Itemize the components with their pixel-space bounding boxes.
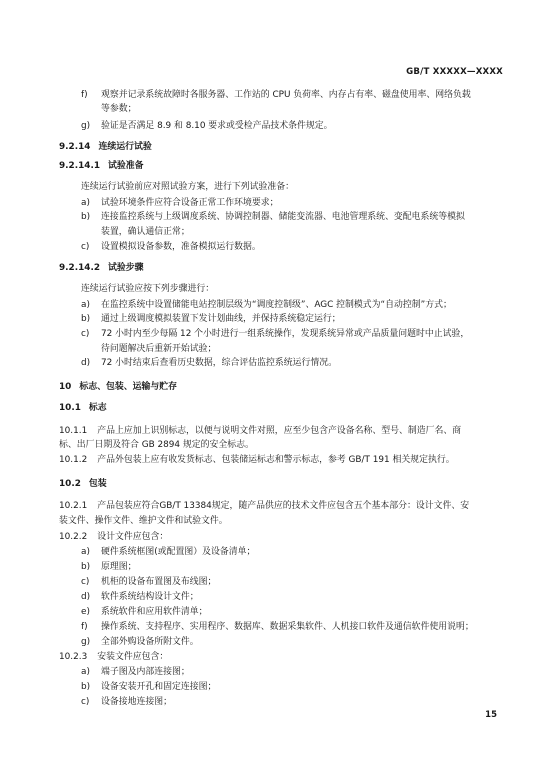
- paragraph: 连续运行试验应按下列步骤进行：: [81, 284, 215, 294]
- clause-text: 产品包装应符合GB/T 13384规定，随产品供应的技术文件应包含五个基本部分：设计文件、安: [97, 501, 470, 511]
- list-item-text: 设备安装开孔和固定连接图；: [101, 682, 217, 692]
- list-item-text: 连接监控系统与上级调度系统、协调控制器、储能变流器、电池管理系统、变配电系统等模拟: [101, 212, 465, 222]
- section-number: 9.2.14.1: [59, 161, 100, 171]
- section-heading: [59, 478, 107, 490]
- list-item-text: 试验环境条件应符合设备正常工作环境要求；: [101, 198, 279, 208]
- page-number: 15: [485, 710, 497, 720]
- list-item-text: 操作系统、支持程序、实用程序、数据库、数据采集软件、人机接口软件及通信软件使用说明；: [101, 622, 474, 632]
- list-item-label: f): [81, 90, 88, 100]
- list-item-label: a): [81, 198, 90, 208]
- list-item-text: 72 小时内至少每隔 12 个小时进行一组系统操作，发现系统异常或产品质量问题时中止试验，: [101, 329, 470, 339]
- clause-continuation: 标、出厂日期及符合 GB 2894 规定的安全标志。: [59, 440, 254, 450]
- list-item-text: 系统软件和应用软件清单；: [101, 607, 208, 617]
- paragraph: 连续运行试验前应对照试验方案，进行下列试验准备：: [81, 182, 294, 192]
- list-item-continuation: 等参数；: [101, 104, 137, 114]
- list-item-text: 机柜的设备布置图及布线图；: [101, 577, 217, 587]
- clause-number: 10.1.2: [59, 455, 88, 465]
- list-item-label: b): [81, 212, 91, 222]
- section-title: 标志: [88, 403, 107, 413]
- section-number: 10.2: [59, 479, 81, 489]
- numbered-clause: [59, 651, 168, 663]
- section-number: 10.1: [59, 403, 81, 413]
- list-item-text: 硬件系统框图(或配置图）及设备清单；: [101, 547, 256, 557]
- clause-text: 产品上应加上识别标志，以便与说明文件对照，应至少包含产设备名称、型号、制造厂名、商: [97, 426, 462, 436]
- numbered-clause: [59, 531, 168, 543]
- list-item-label: a): [81, 547, 90, 557]
- clause-continuation: 装文件、操作文件、维护文件和试验文件。: [59, 516, 228, 526]
- list-item-label: a): [81, 667, 90, 677]
- clause-number: 10.2.2: [59, 532, 88, 542]
- list-item-label: g): [81, 121, 91, 131]
- list-item-label: b): [81, 314, 91, 324]
- list-item-text: 通过上级调度模拟装置下发计划曲线，并保持系统稳定运行；: [101, 314, 341, 324]
- list-item-label: e): [81, 607, 90, 617]
- section-heading: [59, 160, 144, 172]
- list-item-continuation: 待问题解决后重新开始试验；: [101, 344, 217, 354]
- list-item-text: 72 小时结束后查看历史数据，综合评估监控系统运行情况。: [101, 358, 337, 368]
- section-number: 9.2.14: [59, 142, 91, 152]
- section-title: 连续运行试验: [98, 142, 152, 152]
- list-item-text: 在监控系统中设置储能电站控制层级为“调度控制级”、AGC 控制模式为“自动控制”方式；: [101, 300, 452, 310]
- list-item-text: 设备接地连接图；: [101, 697, 172, 707]
- list-item-text: 观察并记录系统故障时各服务器、工作站的 CPU 负荷率、内存占有率、磁盘使用率、网络负载: [101, 90, 471, 100]
- section-heading: [59, 262, 144, 274]
- clause-number: 10.2.1: [59, 501, 88, 511]
- section-heading: [59, 402, 107, 414]
- section-title: 包装: [88, 479, 107, 489]
- list-item-text: 设置模拟设备参数，准备模拟运行数据。: [101, 242, 261, 252]
- list-item-label: c): [81, 242, 90, 252]
- list-item-label: c): [81, 577, 90, 587]
- section-number: 9.2.14.2: [59, 263, 100, 273]
- section-heading: [59, 141, 152, 153]
- list-item-label: a): [81, 300, 90, 310]
- section-title: 标志、包装、运输与贮存: [79, 382, 177, 392]
- section-title: 试验步骤: [108, 263, 144, 273]
- list-item-text: 验证是否满足 8.9 和 8.10 要求或受检产品技术条件规定。: [101, 121, 333, 131]
- numbered-clause: [59, 500, 469, 512]
- clause-number: 10.2.3: [59, 652, 88, 662]
- list-item-text: 原理图；: [101, 562, 137, 572]
- list-item-label: g): [81, 637, 91, 647]
- clause-number: 10.1.1: [59, 426, 88, 436]
- list-item-label: f): [81, 622, 88, 632]
- section-title: 试验准备: [108, 161, 144, 171]
- list-item-label: b): [81, 562, 91, 572]
- list-item-label: c): [81, 697, 90, 707]
- list-item-label: d): [81, 358, 91, 368]
- clause-text: 产品外包装上应有收发货标志、包装储运标志和警示标志，参考 GB/T 191 相关规定执行。: [97, 455, 455, 465]
- list-item-text: 端子图及内部连接图；: [101, 667, 190, 677]
- list-item-label: d): [81, 592, 91, 602]
- numbered-clause: [59, 454, 455, 466]
- clause-text: 设计文件应包含：: [97, 532, 169, 542]
- list-item-label: b): [81, 682, 91, 692]
- list-item-text: 软件系统结构设计文件；: [101, 592, 199, 602]
- section-heading: [59, 381, 177, 393]
- standard-code-header: GB/T XXXXX—XXXX: [406, 67, 503, 77]
- list-item-label: c): [81, 329, 90, 339]
- section-number: 10: [59, 382, 72, 392]
- list-item-text: 全部外购设备所附文件。: [101, 637, 199, 647]
- list-item-continuation: 装置，确认通信正常；: [101, 227, 190, 237]
- clause-text: 安装文件应包含：: [97, 652, 169, 662]
- numbered-clause: [59, 425, 461, 437]
